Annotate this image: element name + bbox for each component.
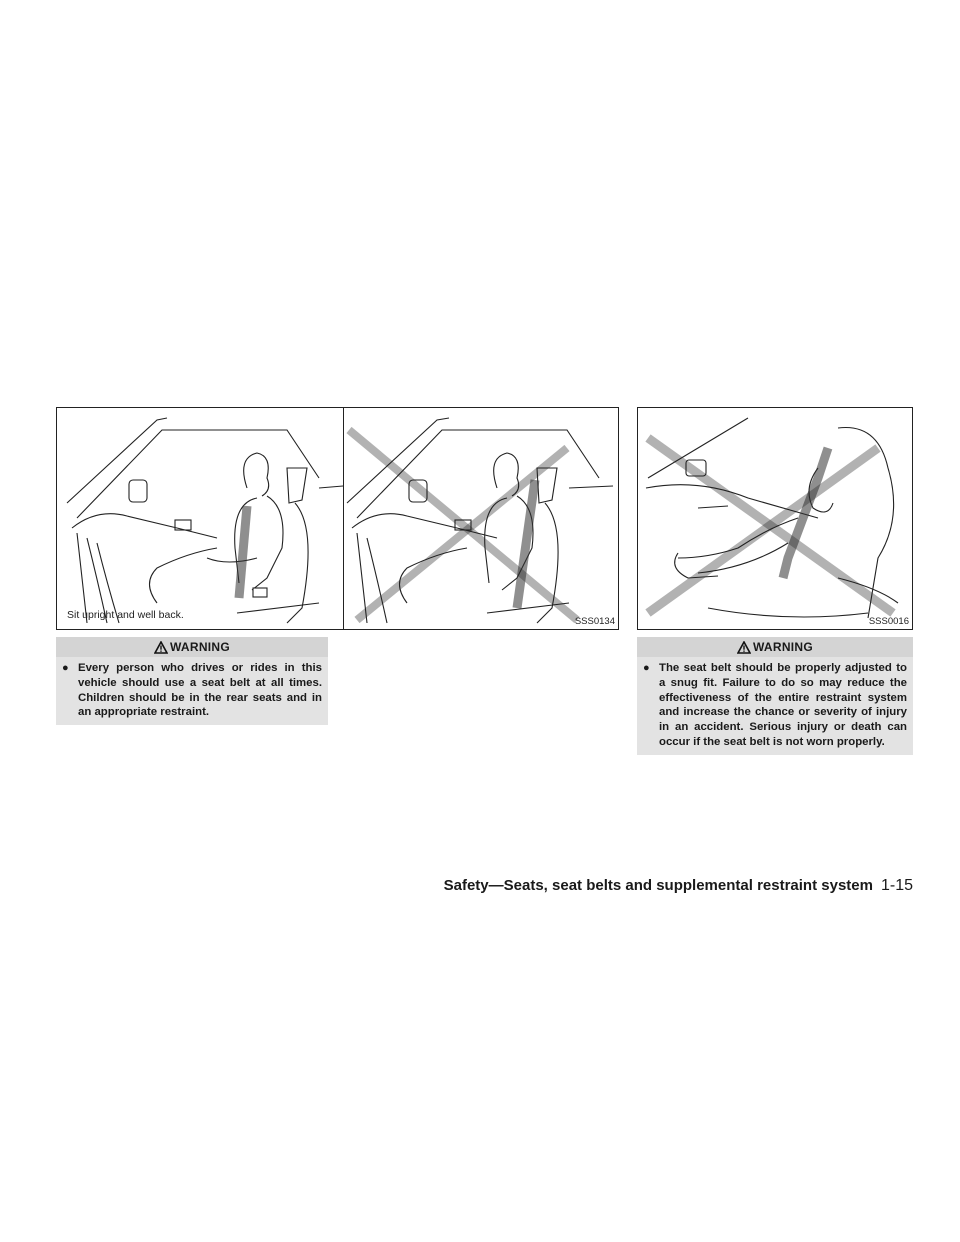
bullet-icon: ● — [62, 662, 69, 674]
improper-belt-illustration — [638, 408, 913, 630]
warning-title: WARNING — [169, 640, 231, 654]
warning-title: WARNING — [752, 640, 814, 654]
warning-triangle-icon — [737, 641, 751, 654]
warning-item — [643, 661, 907, 750]
warning-body — [56, 657, 328, 725]
warning-item — [62, 661, 322, 720]
figure-code: SSS0134 — [574, 616, 615, 627]
warning-header — [637, 637, 913, 657]
bullet-icon: ● — [643, 662, 650, 674]
section-title: Safety—Seats, seat belts and supplemental restraint system — [443, 877, 873, 894]
figure-caption: Sit upright and well back. — [67, 609, 184, 621]
page-footer — [444, 877, 913, 895]
figure-correct-and-incorrect-posture — [56, 407, 619, 630]
figure-divider — [343, 408, 344, 629]
warning-triangle-icon — [154, 641, 168, 654]
warning-text: The seat belt should be properly adjusted to a snug fit. Failure to do so may reduce the effectiveness of the entire restraint system and increase the chance or severity of injury in an accident. Serious injury or death can occur if the seat belt is not worn properly. — [659, 662, 907, 748]
warning-header — [56, 637, 328, 657]
warning-text: Every person who drives or rides in this vehicle should use a seat belt at all times. Children should be in the rear seats and in an appropriate restraint. — [78, 662, 322, 719]
page-number: 1-15 — [880, 877, 913, 894]
figure-improper-belt-fit — [637, 407, 913, 630]
seated-occupant-illustration — [57, 408, 619, 630]
figure-code: SSS0016 — [868, 616, 909, 627]
warning-body — [637, 657, 913, 755]
